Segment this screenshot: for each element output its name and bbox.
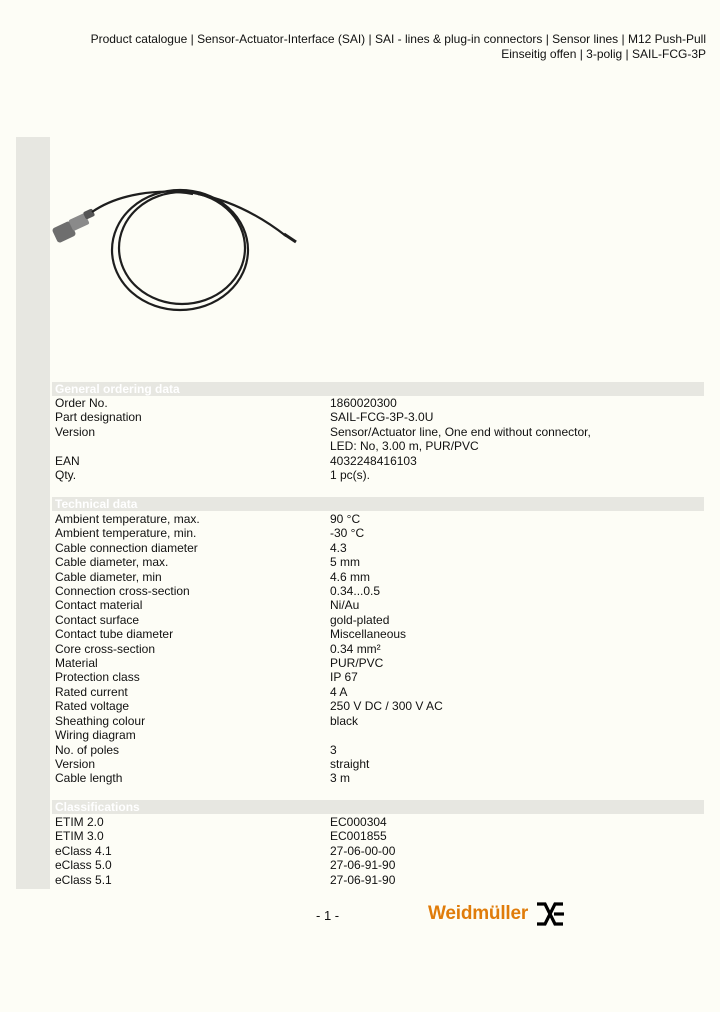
row-label: Contact tube diameter	[55, 627, 174, 642]
table-row	[52, 396, 704, 410]
table-row	[52, 858, 704, 872]
row-value: 3	[330, 742, 337, 757]
row-label: Protection class	[55, 670, 140, 685]
row-label: Version	[55, 424, 96, 439]
table-row	[52, 757, 704, 771]
table-row	[52, 829, 704, 843]
row-value: 250 V DC / 300 V AC	[330, 699, 443, 714]
row-value: 5 mm	[330, 555, 360, 570]
row-label: Core cross-section	[55, 641, 156, 656]
table-row	[52, 815, 704, 829]
table-row	[52, 584, 704, 598]
table-row	[52, 526, 704, 540]
row-value: 1860020300	[330, 396, 397, 410]
row-value: 3 m	[330, 771, 351, 786]
table-row	[52, 656, 704, 670]
row-value: black	[330, 713, 359, 728]
row-label: Contact material	[55, 598, 143, 613]
row-label: Ambient temperature, max.	[55, 512, 200, 526]
row-label: Wiring diagram	[55, 728, 136, 743]
table-row	[52, 410, 704, 424]
breadcrumb	[46, 32, 706, 62]
row-value: 4.6 mm	[330, 569, 371, 584]
row-label: eClass 4.1	[55, 843, 112, 858]
row-label: Order No.	[55, 396, 108, 410]
cable-product-image	[48, 182, 308, 322]
row-value	[330, 728, 704, 742]
section-technical-data: Technical data	[52, 497, 704, 511]
section-classifications: Classifications	[52, 800, 704, 814]
table-row	[52, 844, 704, 858]
side-band	[16, 137, 50, 889]
row-value: -30 °C	[330, 526, 365, 541]
table-row	[52, 714, 704, 728]
cable-open-end	[284, 234, 296, 242]
row-label: Rated voltage	[55, 699, 130, 714]
table-row	[52, 728, 704, 742]
row-value: IP 67	[330, 670, 358, 685]
breadcrumb-line-2: Einseitig offen | 3-polig | SAIL-FCG-3P	[501, 47, 706, 61]
row-label: Cable diameter, min	[55, 569, 162, 584]
row-value: 27-06-00-00	[330, 843, 396, 858]
table-row	[52, 627, 704, 641]
table-row	[52, 454, 704, 468]
row-label: Qty.	[55, 468, 77, 483]
table-general-ordering	[52, 396, 704, 482]
row-label: EAN	[55, 453, 80, 468]
table-row	[52, 699, 704, 713]
table-row	[52, 613, 704, 627]
row-value: 90 °C	[330, 512, 361, 526]
row-value: Ni/Au	[330, 598, 360, 613]
row-value: EC000304	[330, 815, 387, 829]
table-row	[52, 670, 704, 684]
cable-coil	[92, 190, 286, 310]
row-value: 4 A	[330, 684, 348, 699]
table-row	[52, 468, 704, 482]
row-value: SAIL-FCG-3P-3.0U	[330, 410, 434, 425]
row-label: Cable connection diameter	[55, 540, 198, 555]
row-label: Connection cross-section	[55, 584, 190, 599]
row-value: 27-06-91-90	[330, 872, 396, 887]
row-label: Material	[55, 656, 98, 671]
row-value: EC001855	[330, 829, 387, 844]
weidmuller-symbol-icon	[534, 901, 566, 927]
row-label: Ambient temperature, min.	[55, 526, 197, 541]
m12-connector-icon	[52, 208, 96, 243]
row-value: 4.3	[330, 540, 347, 555]
row-value: PUR/PVC	[330, 656, 384, 671]
table-row	[52, 642, 704, 656]
row-label: eClass 5.1	[55, 872, 112, 887]
row-value: Miscellaneous	[330, 627, 407, 642]
table-row	[52, 598, 704, 612]
table-row	[52, 541, 704, 555]
table-row	[52, 743, 704, 757]
row-label: Rated current	[55, 684, 128, 699]
table-technical-data	[52, 512, 704, 786]
row-label: Cable diameter, max.	[55, 555, 169, 570]
table-classifications	[52, 815, 704, 887]
row-label: eClass 5.0	[55, 858, 112, 873]
row-label: Cable length	[55, 771, 123, 786]
row-value: 1 pc(s).	[330, 468, 371, 483]
row-value: gold-plated	[330, 612, 390, 627]
row-label: No. of poles	[55, 742, 120, 757]
row-value: 4032248416103	[330, 453, 417, 468]
row-label: ETIM 2.0	[55, 815, 104, 829]
table-row	[52, 685, 704, 699]
row-value: Sensor/Actuator line, One end without connector, LED: No, 3.00 m, PUR/PVC	[330, 424, 591, 454]
row-value: 0.34 mm²	[330, 641, 381, 656]
table-row	[52, 512, 704, 526]
logo-text: Weidmüller	[428, 903, 529, 924]
page-number: - 1 -	[316, 908, 340, 923]
table-row	[52, 873, 704, 887]
row-label: ETIM 3.0	[55, 829, 104, 844]
weidmuller-logo	[428, 899, 566, 929]
row-label: Version	[55, 756, 96, 771]
row-value: straight	[330, 756, 370, 771]
table-row	[52, 771, 704, 785]
row-label: Contact surface	[55, 612, 140, 627]
row-label: Part designation	[55, 410, 142, 425]
table-row	[52, 570, 704, 584]
breadcrumb-line-1: Product catalogue | Sensor-Actuator-Interface (SAI) | SAI - lines & plug-in connectors | Sensor lines | M12 Push-Pull	[90, 32, 706, 46]
table-row	[52, 555, 704, 569]
table-row	[52, 425, 704, 454]
row-value: 0.34...0.5	[330, 584, 381, 599]
section-general-ordering-data: General ordering data	[52, 382, 704, 396]
row-label: Sheathing colour	[55, 713, 146, 728]
row-value: 27-06-91-90	[330, 858, 396, 873]
